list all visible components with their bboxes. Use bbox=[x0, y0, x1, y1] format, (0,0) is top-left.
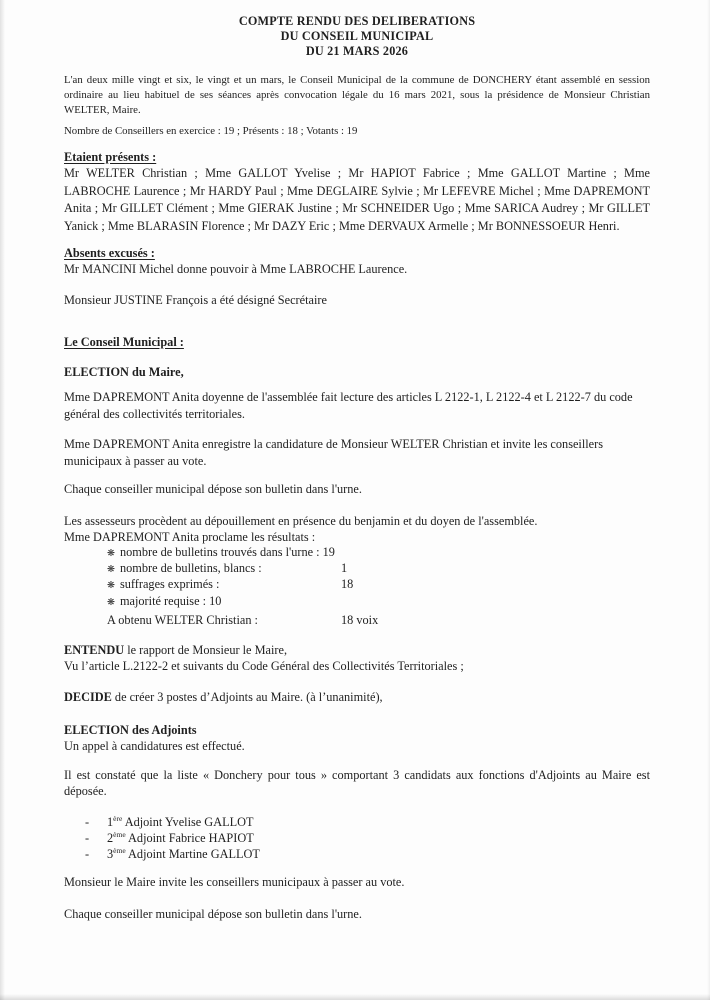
title-line-3: DU 21 MARS 2026 bbox=[305, 44, 409, 58]
result-row bbox=[107, 594, 650, 610]
candidate-ordinal: 3 bbox=[107, 846, 114, 861]
candidate-row bbox=[85, 830, 650, 846]
council-heading: Le Conseil Municipal : bbox=[64, 335, 184, 349]
dash-bullet: - bbox=[85, 846, 90, 861]
candidature-paragraph: Mme DAPREMONT Anita enregistre la candidature de Monsieur WELTER Christian et invite les conseillers municipaux à passer au vote. bbox=[64, 437, 604, 468]
candidate-ordinal: 2 bbox=[107, 830, 114, 845]
election-maire-heading: ELECTION du Maire, bbox=[64, 365, 184, 379]
bulletin-urne-paragraph: Chaque conseiller municipal dépose son bulletin dans l'urne. bbox=[64, 906, 362, 921]
title-line-1: COMPTE RENDU DES DELIBERATIONS bbox=[238, 14, 476, 28]
candidate-entry bbox=[107, 814, 253, 830]
ordinal-suffix: ème bbox=[113, 845, 126, 855]
result-label: suffrages exprimés : bbox=[119, 577, 220, 592]
presents-heading: Etaient présents : bbox=[64, 150, 157, 164]
ordinal-suffix: ère bbox=[113, 813, 123, 823]
result-label: nombre de bulletins trouvés dans l'urne : 19 bbox=[119, 545, 335, 559]
candidate-entry bbox=[107, 830, 254, 846]
presents-list: Mr WELTER Christian ; Mme GALLOT Yvelise ; Mr HAPIOT Fabrice ; Mme GALLOT Martine ; Mme LABROCHE Laurence ; Mr HARDY Paul ; Mme DEGLAIRE Sylvie ; Mr LEFEVRE Michel ; Mme DAPREMONT Anita ; Mr GILLET Clément ; Mme GIERAK Justine ; Mr SCHNEIDER Ugo ; Mme SARICA Audrey ; Mr GILLET Yanick ; Mme BLARASIN Florence ; Mr DAZY Eric ; Mme DERVAUX Armelle ; Mr BONNESSOEUR Henri. bbox=[64, 166, 650, 233]
secretary-note: Monsieur JUSTINE François a été désigné Secrétaire bbox=[64, 293, 327, 307]
result-label: A obtenu WELTER Christian : bbox=[107, 612, 258, 627]
title-line-2: DU CONSEIL MUNICIPAL bbox=[280, 29, 434, 43]
candidate-text: Adjoint Fabrice HAPIOT bbox=[125, 830, 254, 845]
candidate-row bbox=[85, 814, 650, 830]
flower-bullet-icon: ❋ bbox=[107, 596, 115, 608]
result-row bbox=[107, 612, 650, 628]
candidate-row bbox=[85, 846, 650, 862]
flower-bullet-icon: ❋ bbox=[107, 580, 115, 592]
ordinal-suffix: ème bbox=[113, 829, 126, 839]
flower-bullet-icon: ❋ bbox=[107, 564, 115, 576]
decide-rest: de créer 3 postes d’Adjoints au Maire. (à l’unanimité), bbox=[111, 689, 383, 704]
candidate-ordinal: 1 bbox=[107, 814, 114, 829]
flower-bullet-icon: ❋ bbox=[107, 548, 115, 559]
candidate-text: Adjoint Yvelise GALLOT bbox=[122, 814, 254, 829]
absents-heading: Absents excusés : bbox=[64, 246, 155, 260]
result-label: nombre de bulletins, blancs : bbox=[119, 561, 262, 576]
scan-edge-bottom bbox=[0, 994, 710, 1000]
result-value: 18 bbox=[341, 577, 354, 592]
result-label: majorité requise : 10 bbox=[119, 593, 222, 608]
result-row bbox=[107, 561, 650, 577]
result-row bbox=[107, 545, 650, 561]
result-value: 18 voix bbox=[341, 612, 379, 627]
dash-bullet: - bbox=[85, 814, 90, 829]
candidates-list bbox=[64, 814, 650, 862]
liste-paragraph: Il est constaté que la liste « Donchery pour tous » comportant 3 candidats aux fonctions d'Adjoints au Maire est déposée. bbox=[64, 767, 650, 799]
vu-line: Vu l’article L.2122-2 et suivants du Code Général des Collectivités Territoriales ; bbox=[64, 658, 464, 673]
result-value: 1 bbox=[341, 561, 348, 576]
document-title bbox=[64, 14, 650, 59]
absents-body: Mr MANCINI Michel donne pouvoir à Mme LABROCHE Laurence. bbox=[64, 262, 408, 276]
appel-candidatures-line: Un appel à candidatures est effectué. bbox=[64, 738, 245, 753]
dash-bullet: - bbox=[85, 830, 90, 845]
candidate-entry bbox=[107, 846, 260, 862]
entendu-rest: le rapport de Monsieur le Maire, bbox=[124, 642, 288, 657]
entendu-paragraph bbox=[64, 642, 650, 658]
election-adjoints-heading: ELECTION des Adjoints bbox=[64, 722, 197, 737]
counts-line: Nombre de Conseillers en exercice : 19 ; Présents : 18 ; Votants : 19 bbox=[64, 125, 358, 137]
lecture-paragraph: Mme DAPREMONT Anita doyenne de l'assemblée fait lecture des articles L 2122-1, L 2122-4 et L 2122-7 du code général des collectivités territoriales. bbox=[64, 390, 633, 421]
resultats-intro: Mme DAPREMONT Anita proclame les résultats : bbox=[64, 530, 316, 544]
invite-vote-paragraph: Monsieur le Maire invite les conseillers municipaux à passer au vote. bbox=[64, 874, 405, 889]
intro-paragraph: L'an deux mille vingt et six, le vingt et un mars, le Conseil Municipal de la commune de DONCHERY étant assemblé en session ordinaire au lieu habituel de ses séances après convocation légale du 16 mars 2021, sous la présidence de Monsieur Christian WELTER, Maire. bbox=[64, 74, 650, 116]
result-row bbox=[107, 577, 650, 593]
decide-paragraph bbox=[64, 689, 650, 705]
depouillement-paragraph: Les assesseurs procèdent au dépouillement en présence du benjamin et du doyen de l'assemblée. bbox=[64, 514, 538, 528]
entendu-lead: ENTENDU bbox=[64, 642, 125, 657]
candidate-text: Adjoint Martine GALLOT bbox=[125, 846, 260, 861]
decide-lead: DECIDE bbox=[64, 689, 112, 704]
bulletin-paragraph: Chaque conseiller municipal dépose son bulletin dans l'urne. bbox=[64, 482, 362, 496]
